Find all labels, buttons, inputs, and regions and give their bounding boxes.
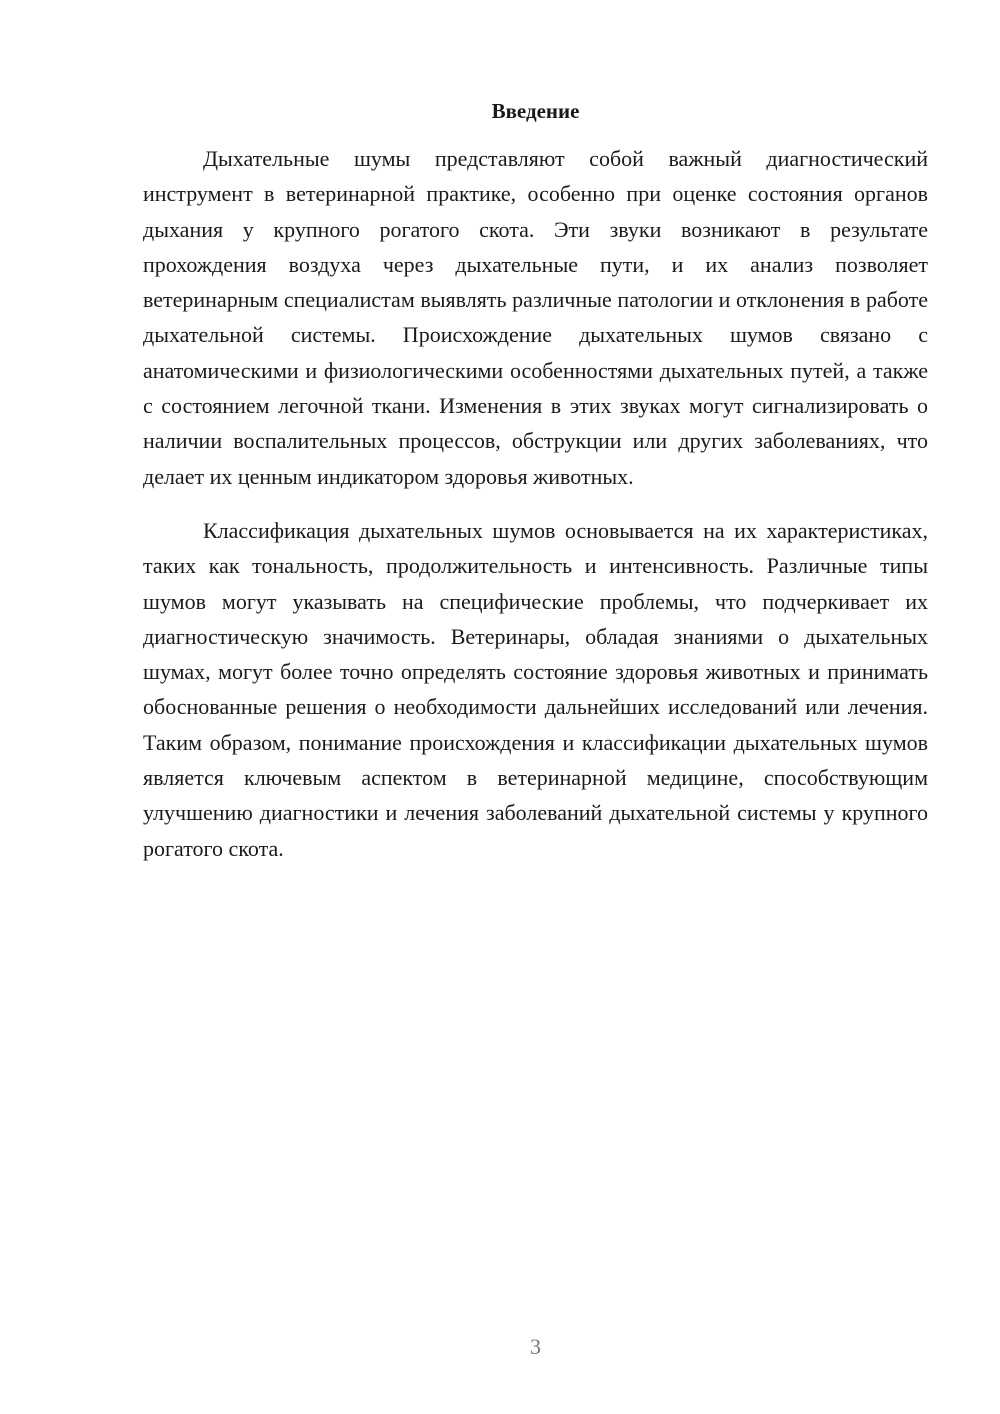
body-text [143, 141, 928, 866]
page-number: 3 [530, 1334, 541, 1359]
paragraph-2: Классификация дыхательных шумов основывается на их характеристиках, таких как тональность, продолжительность и интенсивность. Различные типы шумов могут указывать на специфические проблемы, что подчеркивает их диагностическую значимость. Ветеринары, обладая знаниями о дыхательных шумах, могут более точно определять состояние здоровья животных и принимать обоснованные решения о необходимости дальнейших исследований или лечения. Таким образом, понимание происхождения и классификации дыхательных шумов является ключевым аспектом в ветеринарной медицине, способствующим улучшению диагностики и лечения заболеваний дыхательной системы у крупного рогатого скота. [143, 517, 928, 861]
paragraph-1: Дыхательные шумы представляют собой важный диагностический инструмент в ветеринарной практике, особенно при оценке состояния органов дыхания у крупного рогатого скота. Эти звуки возникают в результате прохождения воздуха через дыхательные пути, и их анализ позволяет ветеринарным специалистам выявлять различные патологии и отклонения в работе дыхательной системы. Происхождение дыхательных шумов связано с анатомическими и физиологическими особенностями дыхательных путей, а также с состоянием легочной ткани. Изменения в этих звуках могут сигнализировать о наличии воспалительных процессов, обструкции или других заболеваниях, что делает их ценным индикатором здоровья животных. [143, 146, 928, 489]
section-heading: Введение [491, 99, 580, 123]
